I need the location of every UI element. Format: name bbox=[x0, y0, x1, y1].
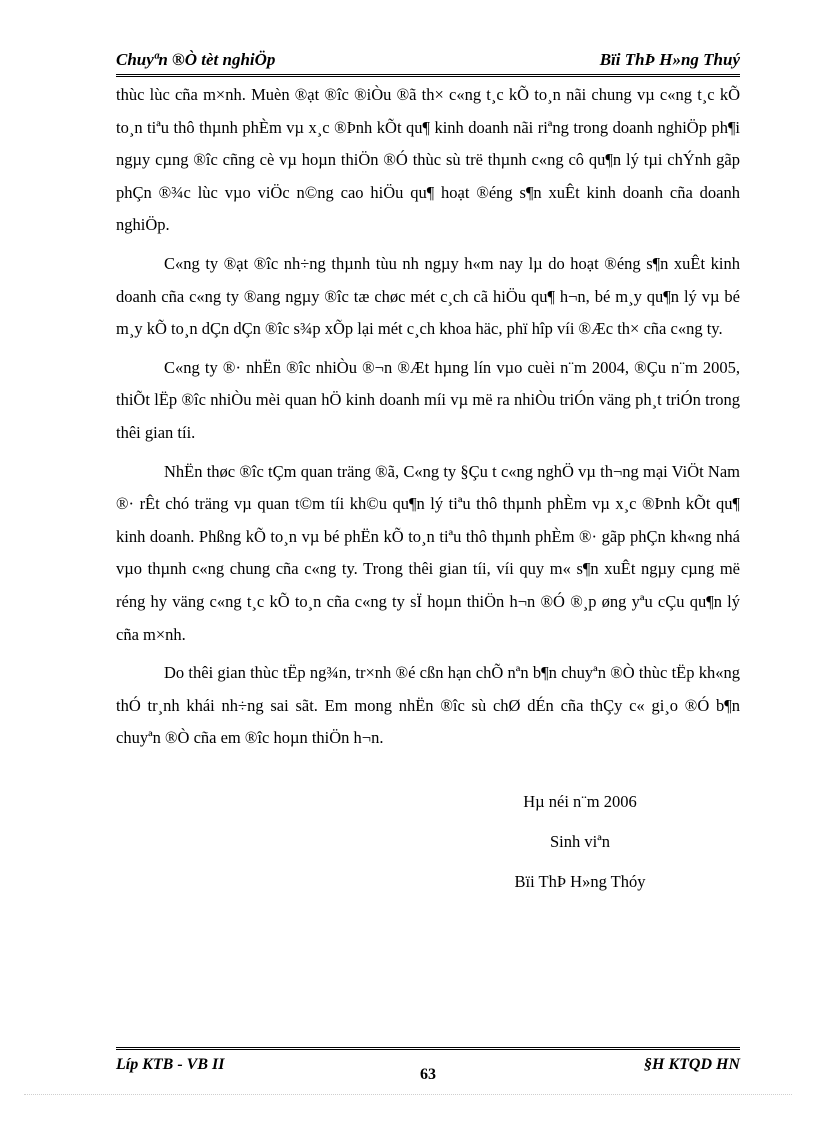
footer-university-label: §H KTQD HN bbox=[644, 1056, 740, 1073]
signature-block bbox=[490, 786, 670, 906]
page-number: 63 bbox=[420, 1066, 436, 1083]
paragraph: thùc lùc cña m×nh. Muèn ®ạt ®îc ®iÒu ®ã th× c«ng t¸c kÕ to¸n nãi chung vµ c«ng t¸c kÕ to¸n tiªu thô thµnh phÈm vµ x¸c ®Þnh kÕt qu¶ kinh doanh nãi riªng trong doanh nghiÖp ph¶i ngµy cµng ®îc cñng cè vµ hoµn thiÖn ®Ó thùc sù trë thµnh c«ng cô qu¶n lý tµi chÝnh gãp phÇn ®¾c lùc vµo viÖc n©ng cao hiÖu qu¶ hoạt ®éng s¶n xuÊt kinh doanh cña doanh nghiÖp. bbox=[116, 85, 740, 235]
body-text bbox=[116, 79, 740, 761]
page-footer bbox=[116, 1047, 740, 1083]
paragraph: C«ng ty ®ạt ®îc nh÷ng thµnh tùu nh ngµy h«m nay lµ do hoạt ®éng s¶n xuÊt kinh doanh cña c«ng ty ®ang ngµy ®îc tæ chøc mét c¸ch cã hiÖu qu¶ h¬n, bé m¸y qu¶n lý vµ bé m¸y kÕ to¸n dÇn dÇn ®îc s¾p xÕp lại mét c¸ch khoa häc, phï hîp víi ®Æc th× cña c«ng ty. bbox=[116, 253, 740, 339]
signature-role: Sinh viªn bbox=[549, 832, 611, 851]
page-edge-divider bbox=[24, 1094, 792, 1095]
paragraph: C«ng ty ®· nhËn ®îc nhiÒu ®¬n ®Æt hµng lín vµo cuèi n¨m 2004, ®Çu n¨m 2005, thiÕt lËp ®îc nhiÒu mèi quan hÖ kinh doanh míi vµ më ra nhiÒu triÓn väng ph¸t triÓn trong thêi gian tíi. bbox=[116, 357, 740, 442]
page-header bbox=[116, 48, 740, 77]
header-author-name: Bïi ThÞ H»ng Thuý bbox=[599, 50, 740, 69]
paragraph: Do thêi gian thùc tËp ng¾n, tr×nh ®é cßn hạn chÕ nªn b¶n chuyªn ®Ò thùc tËp kh«ng thÓ tr¸nh khái nh÷ng sai sãt. Em mong nhËn ®îc sù chØ dÉn cña thÇy c« gi¸o ®Ó b¶n chuyªn ®Ò cña em ®îc hoµn thiÖn h¬n. bbox=[116, 663, 740, 748]
header-document-title: Chuyªn ®Ò tèt nghiÖp bbox=[116, 50, 276, 69]
paragraph: NhËn thøc ®îc tÇm quan träng ®ã, C«ng ty §Çu t c«ng nghÖ vµ th¬ng mại ViÖt Nam ®· rÊt chó träng vµ quan t©m tíi kh©u qu¶n lý tiªu thô thµnh phÈm vµ x¸c ®Þnh kÕt qu¶ kinh doanh. Phßng kÕ to¸n vµ bé phËn kÕ to¸n tiªu thô thµnh phÈm ®· gãp phÇn kh«ng nhá vµo thµnh c«ng chung cña c«ng ty. Trong thêi gian tíi, víi quy m« s¶n xuÊt ngµy cµng më réng hy väng c«ng t¸c kÕ to¸n cña c«ng ty sÏ hoµn thiÖn h¬n ®Ó ®¸p øng yªu cÇu qu¶n lý cña m×nh. bbox=[116, 461, 740, 644]
footer-class-label: Líp KTB - VB II bbox=[116, 1056, 225, 1073]
signature-name: Bïi ThÞ H»ng Thóy bbox=[514, 872, 646, 891]
signature-place-date: Hµ néi n¨m 2006 bbox=[523, 792, 637, 811]
